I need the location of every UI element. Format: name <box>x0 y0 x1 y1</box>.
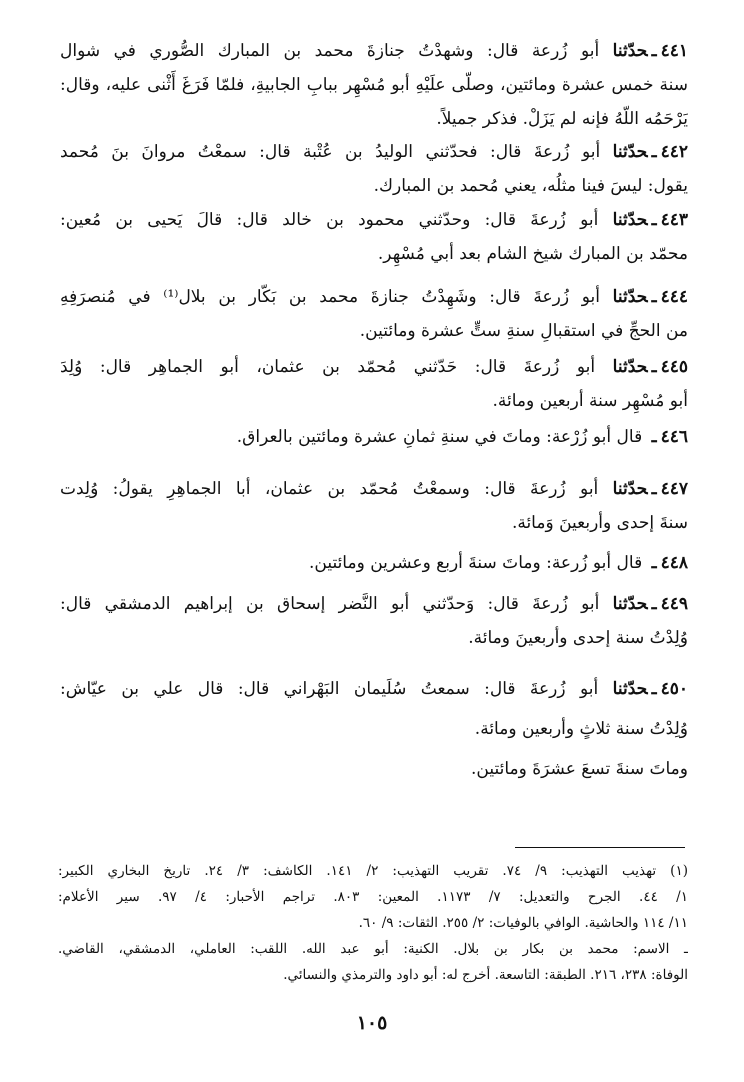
entry-number: ٤٤٧ <box>660 479 688 499</box>
entry-line: أبو مُسْهِر سنة أربعين ومائة. <box>492 391 688 411</box>
entry-text: أبو زُرعةَ قال: وحدّثني محمود بن خالد قال: قالَ يَحيى بن مُعين: <box>60 210 599 230</box>
footnote-line: ١١/ ١١٤ والحاشية. الوافي بالوفيات: ٢/ ٢٥٥. الثقات: ٩/ ٦٠. <box>358 915 688 931</box>
entry-line: وُلِدْتُ سنة إحدى وأربعينَ ومائة. <box>468 628 688 648</box>
entry-number: ٤٤٣ <box>660 210 688 230</box>
entry-keyword: حدّثنا <box>612 357 648 377</box>
entry-number: ٤٤٨ <box>660 553 688 573</box>
page-number: ١٠٥ <box>356 1012 388 1034</box>
entry-447: ٤٤٧ـحدّثنا أبو زُرعةَ قال: وسمعْتُ مُحمّد بن عثمان، أبا الجماهِرِ يقولُ: وُلِدت سنةَ إحدى وأربعينَ وَمائة. <box>60 472 688 540</box>
entry-448: ٤٤٨ـ قال أبو زُرعة: وماتَ سنةَ أربع وعشرين ومائتين. <box>308 553 688 573</box>
entry-keyword: حدّثنا <box>612 41 648 61</box>
entry-449: ٤٤٩ـحدّثنا أبو زُرعةَ قال: وَحدّثني أبو النَّضر إسحاق بن إبراهيم الدمشقي قال: وُلِدْتُ سنة إحدى وأربعينَ ومائة. <box>60 587 688 655</box>
entry-446: ٤٤٦ـ قال أبو زُرْعة: وماتَ في سنةِ ثمانِ عشرة ومائتين بالعراق. <box>236 427 688 447</box>
entry-line: يَرْحَمُه اللّهُ فإنه لم يَزَلْ. فذكر جميلاً. <box>436 109 688 129</box>
entry-line: محمّد بن المبارك شيخ الشام بعد أبي مُسْهِر. <box>377 244 688 264</box>
footnote-line: ١/ ٤٤. الجرح والتعديل: ٧/ ١١٧٣. المعين: ٨٠٣. تراجم الأحبار: ٤/ ٩٧. سير الأعلام: <box>58 889 688 905</box>
entry-number: ٤٤٦ <box>660 427 688 447</box>
entry-443: ٤٤٣ـحدّثنا أبو زُرعةَ قال: وحدّثني محمود بن خالد قال: قالَ يَحيى بن مُعين: محمّد بن المبارك شيخ الشام بعد أبي مُسْهِر. <box>60 203 688 271</box>
entry-text: قال أبو زُرعة: وماتَ سنةَ أربع وعشرين ومائتين. <box>308 553 643 573</box>
entry-445: ٤٤٥ـحدّثنا أبو زُرعةَ قال: حَدّثني مُحمّد بن عثمان، أبو الجماهِر قال: وُلِدَ أبو مُسْهِر سنة أربعين ومائة. <box>60 350 688 418</box>
entry-text: أبو زُرعة قال: وشهدْتُ جنازةَ محمد بن المبارك الصُّوري في شوال <box>60 41 600 61</box>
entry-line: وُلِدْتُ سنة ثلاثٍ وأربعين ومائة. <box>474 719 688 739</box>
entry-450: ٤٥٠ـحدّثنا أبو زُرعةَ قال: سمعتُ سُلَيمان البَهْراني قال: قال علي بن عيّاش: وُلِدْتُ سنة ثلاثٍ وأربعين ومائة. وماتَ سنةَ تسعَ عشرَةَ ومائتين. <box>60 672 688 786</box>
entry-number: ٤٥٠ <box>660 679 688 699</box>
entry-line: من الحجِّ في استقبالِ سنةِ ستٍّ عشرة ومائتين. <box>359 321 688 341</box>
entry-keyword: حدّثنا <box>612 679 648 699</box>
footnote-line: تهذيب التهذيب: ٩/ ٧٤. تقريب التهذيب: ٢/ ١٤١. الكاشف: ٣/ ٢٤. تاريخ البخاري الكبير: <box>58 863 657 879</box>
entry-444: ٤٤٤ـحدّثنا أبو زُرعةَ قال: وشَهِدْتُ جنازةَ محمد بن بَكّار بن بلال⁽¹⁾ في مُنصرَفِهِ من الحجِّ في استقبالِ سنةِ ستٍّ عشرة ومائتين. <box>60 280 688 348</box>
footnotes <box>58 858 688 988</box>
entry-keyword: حدّثنا <box>612 479 648 499</box>
entry-number: ٤٤١ <box>660 41 688 61</box>
entry-number: ٤٤٥ <box>660 357 688 377</box>
entry-text: أبو زُرعةَ قال: وشَهِدْتُ جنازةَ محمد بن بَكّار بن بلال⁽¹⁾ في مُنصرَفِهِ <box>60 287 600 307</box>
footnote-line: الوفاة: ٢٣٨، ٢١٦. الطبقة: التاسعة. أخرج له: أبو داود والترمذي والنسائي. <box>283 967 688 983</box>
entry-text: أبو زُرعةَ قال: سمعتُ سُلَيمان البَهْراني قال: قال علي بن عيّاش: <box>60 679 599 699</box>
entry-keyword: حدّثنا <box>612 594 648 614</box>
entry-line: وماتَ سنةَ تسعَ عشرَةَ ومائتين. <box>471 759 688 779</box>
entry-keyword: حدّثنا <box>612 287 648 307</box>
entry-text: أبو زُرعةَ قال: حَدّثني مُحمّد بن عثمان، أبو الجماهِر قال: وُلِدَ <box>60 357 596 377</box>
entry-text: أبو زُرعةَ قال: وسمعْتُ مُحمّد بن عثمان، أبا الجماهِرِ يقولُ: وُلِدت <box>60 479 599 499</box>
entry-number: ٤٤٢ <box>660 142 688 162</box>
footnote-divider <box>515 847 685 848</box>
entry-text: أبو زُرعةَ قال: فحدّثني الوليدُ بن عُتْبة قال: سمعْتُ مروانَ بنَ مُحمد <box>60 142 601 162</box>
entry-keyword: حدّثنا <box>612 210 648 230</box>
entry-line: سنةَ إحدى وأربعينَ وَمائة. <box>511 513 688 533</box>
entry-number: ٤٤٩ <box>660 594 688 614</box>
footnote-line: ـ الاسم: محمد بن بكار بن بلال. الكنية: أبو عبد الله. اللقب: العاملي، الدمشقي، القاضي. <box>58 941 688 957</box>
entry-line: يقول: ليسَ فينا مثلُه، يعني مُحمد بن المبارك. <box>373 176 688 196</box>
entry-text: قال أبو زُرْعة: وماتَ في سنةِ ثمانِ عشرة ومائتين بالعراق. <box>236 427 643 447</box>
entry-441: ٤٤١ـحدّثنا أبو زُرعة قال: وشهدْتُ جنازةَ محمد بن المبارك الصُّوري في شوال سنة خمس عشرة ومائتين، وصلّى علَيْهِ أبو مُسْهِر ببابِ الجابيةِ، فلمّا فَرَغَ أَثْنى عليه، وقال: يَرْحَمُه اللّهُ فإنه لم يَزَلْ. فذكر جميلاً. <box>60 34 688 136</box>
entry-number: ٤٤٤ <box>660 287 688 307</box>
footnote-marker: (١) <box>670 863 688 879</box>
entry-442: ٤٤٢ـحدّثنا أبو زُرعةَ قال: فحدّثني الوليدُ بن عُتْبة قال: سمعْتُ مروانَ بنَ مُحمد يقول: ليسَ فينا مثلُه، يعني مُحمد بن المبارك. <box>60 135 688 203</box>
entry-keyword: حدّثنا <box>612 142 648 162</box>
entry-line: سنة خمس عشرة ومائتين، وصلّى علَيْهِ أبو مُسْهِر ببابِ الجابيةِ، فلمّا فَرَغَ أَثْنى عليه، وقال: <box>60 75 688 95</box>
entry-text: أبو زُرعةَ قال: وَحدّثني أبو النَّضر إسحاق بن إبراهيم الدمشقي قال: <box>60 594 600 614</box>
